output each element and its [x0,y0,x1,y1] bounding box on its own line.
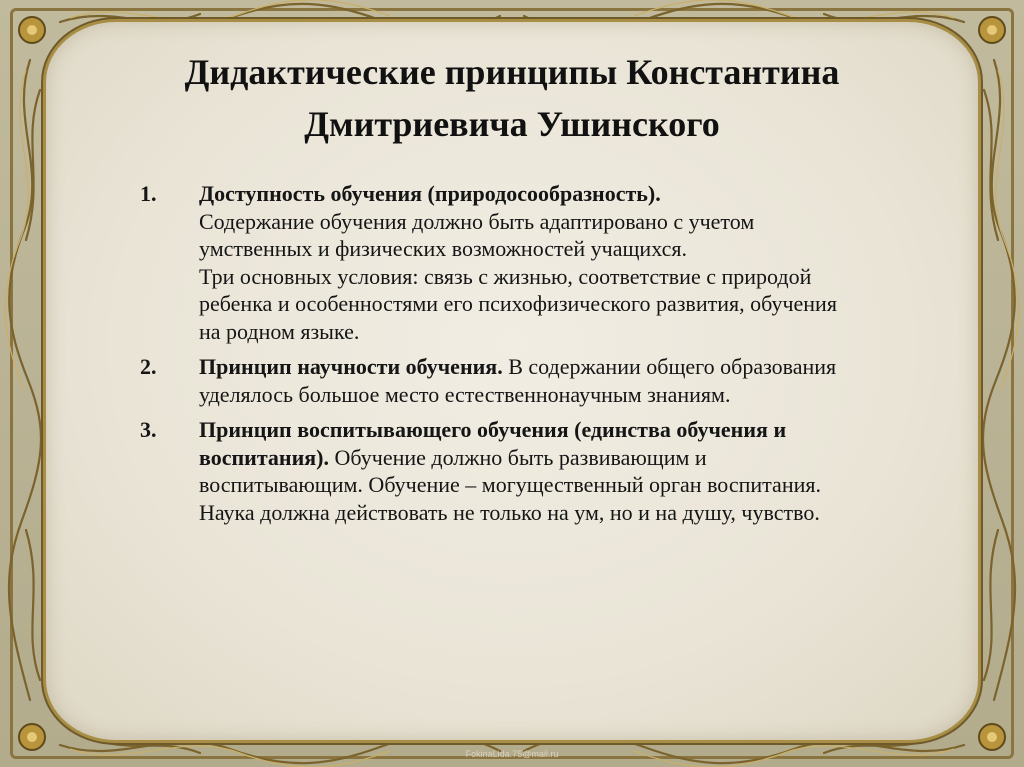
footer-email: FokinaLida.75@mail.ru [465,749,559,759]
list-item-text: Содержание обучения должно быть адаптировано с учетом умственных и физических возможностей учащихся. [199,208,755,261]
list-item [140,353,860,408]
list-item [140,180,860,345]
title-line-2: Дмитриевича Ушинского [304,104,720,144]
list-item [140,416,860,526]
list-item-text: Обучение должно быть развивающим и воспитывающим. Обучение – могущественный орган воспитания. Наука должна действовать не только на ум, но и на душу, чувство. [199,444,821,525]
title-line-1: Дидактические принципы Константина [184,52,840,92]
list-item-text: В содержании общего образования уделялось большое место естественнонаучным знаниям. [199,354,837,407]
slide-title [60,46,964,150]
list-item-number: 3. [140,417,157,442]
list-item-heading: Принцип воспитывающего обучения (единства обучения и воспитания). [199,417,787,470]
list-item-number: 1. [140,181,157,206]
list-item-heading: Принцип научности обучения. [199,354,503,379]
list-item-number: 2. [140,354,157,379]
principles-list [140,180,860,534]
list-item-heading: Доступность обучения (природосообразность). [199,181,661,206]
list-item-text: Три основных условия: связь с жизнью, соответствие с природой ребенка и особенностями его психофизического развития, обучения на родном языке. [199,263,837,344]
